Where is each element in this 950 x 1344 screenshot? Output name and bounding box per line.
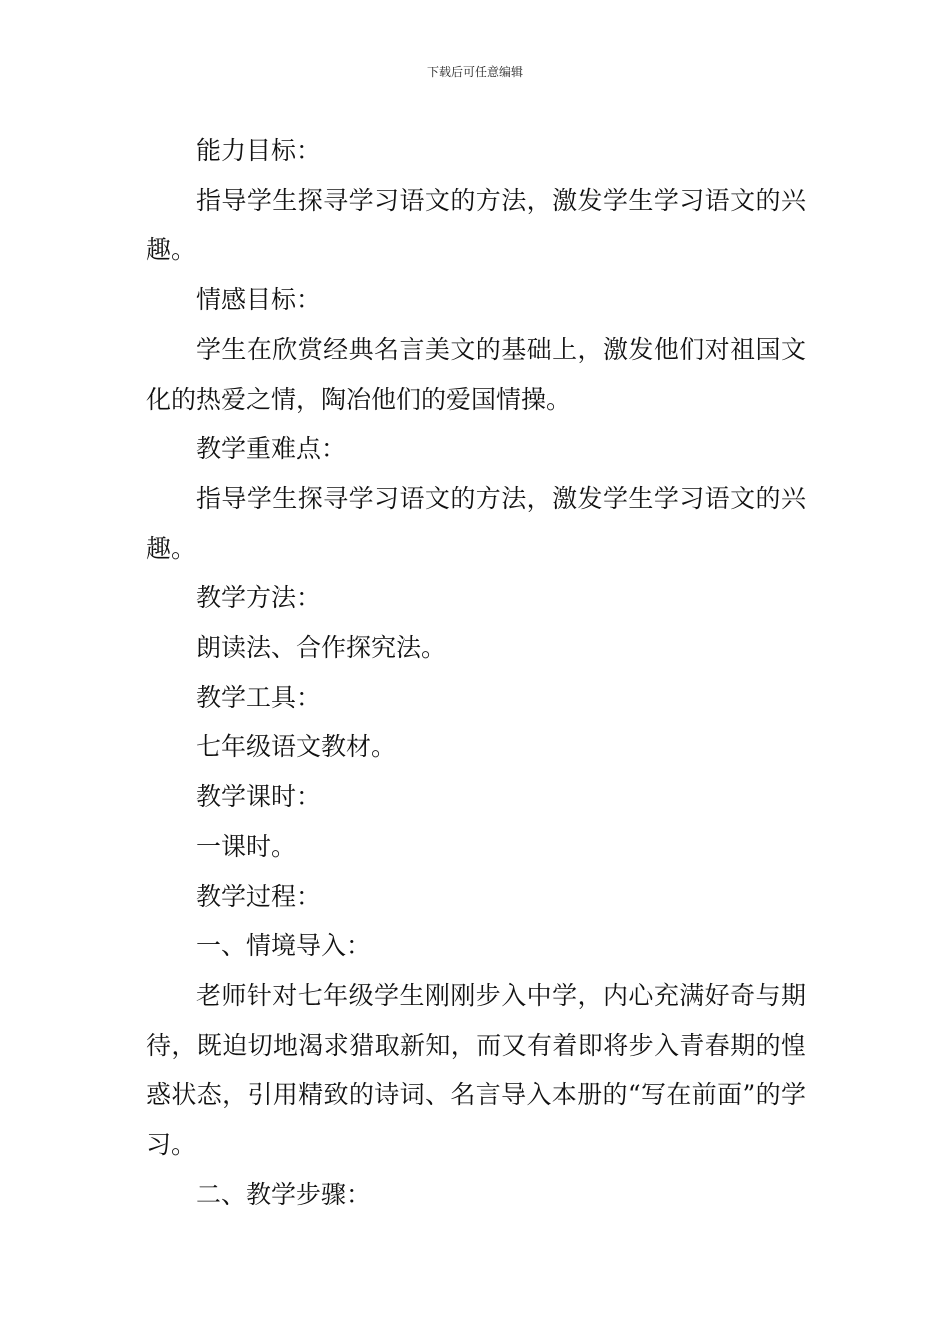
heading-class-hours: 教学课时： <box>196 782 322 812</box>
heading-situation-intro: 一、情境导入： <box>196 931 372 961</box>
heading-key-difficulties: 教学重难点： <box>196 434 347 464</box>
paragraph-teaching-tools: 七年级语文教材。 <box>196 732 397 762</box>
heading-teaching-process: 教学过程： <box>196 881 322 911</box>
document-body <box>146 126 806 1219</box>
paragraph-situation-intro: 老师针对七年级学生刚刚步入中学，内心充满好奇与期待，既迫切地渴求猎取新知，而又有着即将步入青春期的惶惑状态，引用精致的诗词、名言导入本册的“写在前面”的学习。 <box>146 980 806 1160</box>
heading-teaching-steps: 二、教学步骤： <box>196 1179 372 1209</box>
paragraph-emotion-goal: 学生在欣赏经典名言美文的基础上，激发他们对祖国文化的热爱之情，陶冶他们的爱国情操。 <box>146 334 806 414</box>
heading-emotion-goal: 情感目标： <box>196 285 322 315</box>
heading-teaching-tools: 教学工具： <box>196 682 322 712</box>
heading-teaching-method: 教学方法： <box>196 583 322 613</box>
heading-ability-goal: 能力目标： <box>196 136 322 165</box>
page-header-note: 下载后可任意编辑 <box>426 65 523 79</box>
paragraph-teaching-method: 朗读法、合作探究法。 <box>196 633 447 663</box>
paragraph-ability-goal: 指导学生探寻学习语文的方法，激发学生学习语文的兴趣。 <box>146 185 806 265</box>
paragraph-class-hours: 一课时。 <box>196 831 297 861</box>
paragraph-key-difficulties: 指导学生探寻学习语文的方法，激发学生学习语文的兴趣。 <box>146 483 806 563</box>
